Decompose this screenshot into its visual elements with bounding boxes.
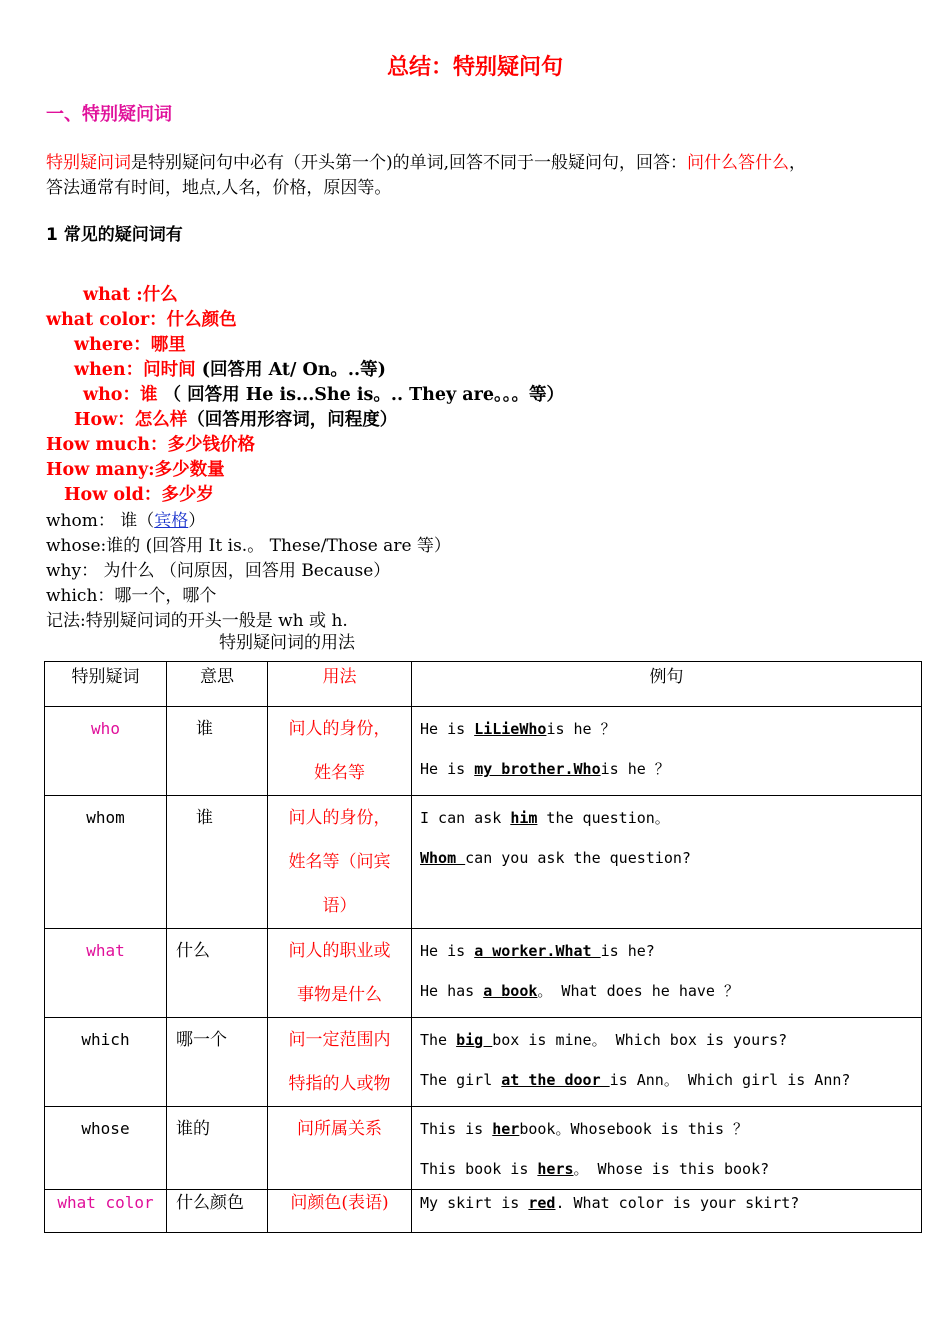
word-when: when：问时间 (回答用 At/ On。..等) — [74, 360, 386, 380]
row-word: which — [45, 1018, 167, 1107]
page-title: 总结：特别疑问句 — [386, 54, 563, 80]
word-what-color: what color：什么颜色 — [46, 310, 237, 330]
intro-line-1 — [46, 148, 806, 173]
row-usage: 问所属关系 — [268, 1107, 412, 1190]
memo-line: 记法:特别疑问词的开头一般是 wh 或 h. — [46, 611, 348, 631]
row-word: what color — [45, 1190, 167, 1233]
row-meaning: 谁 — [167, 796, 268, 929]
row-example: This is herbook。Whosebook is this ？ This book is hers。 Whose is this book? — [412, 1107, 922, 1190]
row-word: whom — [45, 796, 167, 929]
row-word: whose — [45, 1107, 167, 1190]
row-usage: 问人的职业或 事物是什么 — [268, 929, 412, 1018]
row-example: He is LiLieWhois he ？ He is my brother.Whois he ？ — [412, 707, 922, 796]
row-example: The big box is mine。 Which box is yours? The girl at the door is Ann。 Which girl is Ann? — [412, 1018, 922, 1107]
word-which: which：哪一个，哪个 — [46, 586, 217, 606]
intro-lead: 特别疑问词 — [46, 153, 131, 173]
row-meaning: 哪一个 — [167, 1018, 268, 1107]
section-heading: 一、特别疑问词 — [46, 104, 172, 125]
word-why: why： 为什么 （问原因，回答用 Because） — [46, 561, 391, 581]
table-row — [45, 707, 922, 796]
row-usage: 问人的身份， 姓名等（问宾 语） — [268, 796, 412, 929]
header-usage: 用法 — [268, 662, 412, 707]
word-how-much: How much：多少钱价格 — [46, 435, 255, 455]
table-header-row — [45, 662, 922, 707]
table-row — [45, 1190, 922, 1233]
row-word: who — [45, 707, 167, 796]
intro-line-2: 答法通常有时间，地点,人名，价格，原因等。 — [46, 178, 392, 198]
row-usage: 问颜色(表语) — [268, 1190, 412, 1233]
row-meaning: 谁 — [167, 707, 268, 796]
table-row — [45, 796, 922, 929]
table-row — [45, 1107, 922, 1190]
row-meaning: 什么 — [167, 929, 268, 1018]
row-example: He is a worker.What is he? He has a book。 What does he have ？ — [412, 929, 922, 1018]
sub-heading: 1 常见的疑问词有 — [46, 225, 183, 245]
row-example: I can ask him the question。 Whom can you ask the question? — [412, 796, 922, 929]
row-meaning: 谁的 — [167, 1107, 268, 1190]
row-meaning: 什么颜色 — [167, 1190, 268, 1233]
row-usage: 问人的身份， 姓名等 — [268, 707, 412, 796]
link-binge[interactable]: 宾格 — [154, 511, 189, 531]
word-how: How：怎么样（回答用形容词，问程度） — [74, 410, 398, 430]
row-word: what — [45, 929, 167, 1018]
intro-answer: 问什么答什么 — [687, 153, 790, 173]
table-row — [45, 1018, 922, 1107]
word-where: where：哪里 — [74, 335, 186, 355]
word-how-many: How many:多少数量 — [46, 460, 225, 480]
header-word: 特别疑词 — [45, 662, 167, 707]
word-who: who：谁 （ 回答用 He is...She is。.. They are。。。等） — [83, 385, 564, 405]
word-what: what :什么 — [83, 285, 178, 305]
usage-table — [44, 661, 922, 1233]
word-whose: whose:谁的 (回答用 It is.。 These/Those are 等） — [46, 536, 451, 556]
header-example: 例句 — [412, 662, 922, 707]
word-how-old: How old：多少岁 — [64, 485, 214, 505]
intro-mid: 是特别疑问句中必有（开头第一个)的单词,回答不同于一般疑问句，回答： — [131, 153, 688, 173]
row-usage: 问一定范围内 特指的人或物 — [268, 1018, 412, 1107]
table-title: 特别疑问词的用法 — [219, 633, 355, 653]
header-meaning: 意思 — [167, 662, 268, 707]
intro-end: ， — [789, 153, 807, 173]
row-example: My skirt is red. What color is your skirt? — [412, 1190, 922, 1233]
table-row — [45, 929, 922, 1018]
word-whom: whom： 谁（宾格） — [46, 511, 206, 531]
